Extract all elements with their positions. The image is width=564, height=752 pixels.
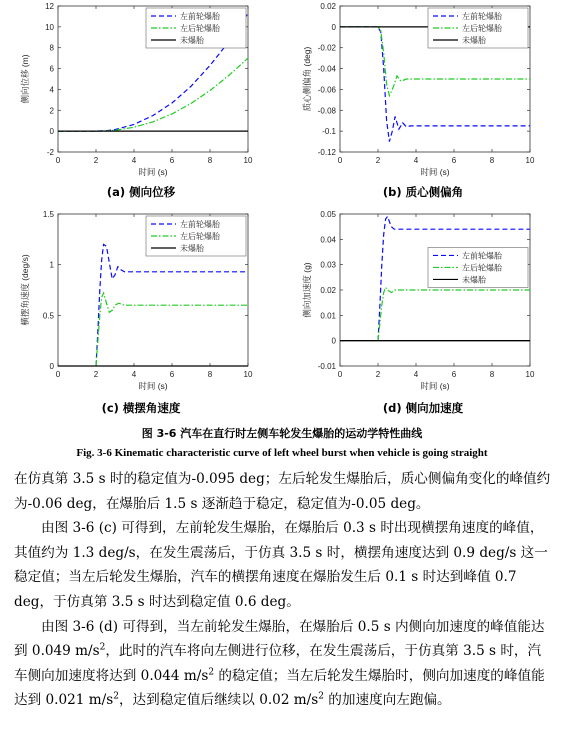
y-tick-label: 1.5 [42, 210, 54, 219]
superscript: 2 [208, 667, 215, 678]
legend-label: 左后轮爆胎 [462, 24, 502, 33]
x-tick-label: 4 [413, 370, 419, 379]
x-tick-label: 6 [169, 370, 175, 379]
x-axis-label: 时间 (s) [138, 381, 168, 391]
paragraph-1: 在仿真第 3.5 s 时的稳定值为-0.095 deg；左后轮发生爆胎后，质心侧偏角变化的峰值约为-0.06 deg，在爆胎后 1.5 s 逐渐趋于稳定，稳定值为-0.05 deg。 [14, 471, 551, 512]
body-text [14, 467, 554, 713]
y-tick-label: 10 [45, 22, 54, 32]
legend-label: 左前轮爆胎 [180, 220, 220, 229]
y-axis-label: 质心侧偏角 (deg) [302, 46, 312, 112]
superscript: 2 [318, 691, 324, 702]
x-tick-label: 10 [525, 156, 535, 165]
y-axis-label: 侧向加速度 (g) [302, 262, 312, 318]
legend-label: 左前轮爆胎 [180, 12, 220, 21]
x-axis-label: 时间 (s) [138, 167, 168, 177]
y-tick-label: -2 [46, 148, 54, 157]
y-tick-label: 8 [49, 43, 54, 53]
paragraph-3-part-b: ，此时的汽车将向左侧进行位移，在发生震荡后，于仿真第 3.5 s 时，汽车侧向加速度将达到 0.044 m/s [14, 643, 542, 684]
figure-caption-en: Fig. 3-6 Kinematic characteristic curve of left wheel burst when vehicle is going straight [76, 447, 488, 459]
x-tick-label: 8 [489, 370, 495, 379]
y-tick-label: 0 [49, 127, 54, 137]
x-axis-label: 时间 (s) [420, 381, 450, 391]
caption-b: (b) 质心侧偏角 [382, 185, 464, 199]
legend [146, 216, 246, 256]
y-tick-label: -0.08 [317, 106, 336, 116]
legend-label: 左后轮爆胎 [180, 24, 220, 33]
y-tick-label: 0.05 [320, 210, 336, 219]
x-tick-label: 4 [131, 156, 137, 165]
legend [428, 247, 528, 287]
legend-label: 未爆胎 [180, 36, 204, 45]
legend-label: 左前轮爆胎 [462, 12, 502, 21]
legend [428, 8, 528, 48]
chart-a [0, 0, 282, 182]
caption-a: (a) 侧向位移 [106, 185, 176, 199]
x-tick-label: 2 [93, 370, 99, 379]
y-tick-label: 0.02 [320, 2, 336, 11]
x-tick-label: 4 [413, 156, 419, 165]
x-tick-label: 0 [55, 370, 61, 379]
x-tick-label: 6 [451, 370, 457, 379]
y-tick-label: 6 [49, 64, 54, 74]
x-tick-label: 10 [525, 370, 535, 379]
caption-c: (c) 横摆角速度 [101, 401, 181, 415]
legend-label: 未爆胎 [462, 275, 486, 285]
y-tick-label: 0 [331, 336, 336, 346]
x-tick-label: 8 [207, 370, 213, 379]
y-tick-label: 12 [45, 2, 54, 11]
chart-d [282, 208, 564, 396]
x-tick-label: 6 [169, 156, 175, 165]
legend-label: 未爆胎 [180, 244, 204, 253]
paragraph-3-part-c: 的稳定值；当左后轮发生爆胎时，侧向加速度的峰值能达到 0.021 m/s [14, 667, 545, 709]
x-tick-label: 10 [243, 370, 253, 379]
x-tick-label: 2 [375, 156, 381, 165]
y-tick-label: 1 [49, 260, 54, 270]
x-axis-label: 时间 (s) [420, 167, 450, 177]
x-tick-label: 2 [93, 156, 99, 165]
legend-label: 左后轮爆胎 [180, 232, 220, 241]
superscript: 2 [113, 691, 119, 702]
legend-label: 未爆胎 [462, 36, 486, 45]
x-tick-label: 4 [131, 370, 137, 379]
paragraph-3-part-e: 的加速度向左跑偏。 [323, 692, 451, 709]
x-tick-label: 8 [207, 156, 213, 165]
paragraph-3-part-d: ，达到稳定值后继续以 0.02 m/s [118, 692, 319, 709]
figure-caption-zh: 图 3-6 汽车在直行时左侧车轮发生爆胎的运动学特性曲线 [141, 427, 423, 440]
y-tick-label: -0.06 [317, 85, 336, 95]
y-tick-label: 0.02 [320, 286, 336, 295]
paragraph-3 [14, 615, 554, 713]
y-tick-label: 0 [49, 362, 54, 371]
legend-label: 左后轮爆胎 [462, 263, 502, 273]
superscript: 2 [99, 642, 106, 653]
y-tick-label: -0.04 [317, 64, 336, 74]
y-axis-label: 横摆角速度 (deg/s) [20, 254, 30, 326]
x-tick-label: 8 [489, 156, 495, 165]
x-tick-label: 10 [243, 156, 253, 165]
chart-c [0, 208, 282, 396]
y-tick-label: 0.5 [42, 311, 54, 321]
x-tick-label: 0 [337, 156, 343, 165]
y-tick-label: 0.01 [320, 311, 336, 321]
y-tick-label: 4 [49, 85, 54, 95]
y-tick-label: 0.03 [320, 260, 336, 270]
legend [146, 8, 246, 48]
x-tick-label: 2 [375, 370, 381, 379]
x-tick-label: 6 [451, 156, 457, 165]
x-tick-label: 0 [337, 370, 343, 379]
y-tick-label: 2 [49, 106, 54, 116]
y-tick-label: -0.1 [322, 127, 336, 137]
paragraph-3-part-a: 由图 3-6 (d) 可得到，当左前轮发生爆胎，在爆胎后 0.5 s 内侧向加速度的峰值能达到 0.049 m/s [14, 618, 545, 660]
caption-d: (d) 侧向加速度 [382, 401, 464, 415]
y-axis-label: 侧向位移 (m) [20, 54, 30, 104]
y-tick-label: -0.02 [317, 43, 336, 53]
x-tick-label: 0 [55, 156, 61, 165]
paragraph-2: 由图 3-6 (c) 可得到，左前轮发生爆胎，在爆胎后 0.3 s 时出现横摆角速度的峰值，其值约为 1.3 deg/s，在发生震荡后，于仿真 3.5 s 时，横摆角速度达到 0.9 deg/s 这一稳定值；当左后轮发生爆胎，汽车的横摆角速度在爆胎发生后 0.1 s 时达到峰值 0.7 deg，于仿真第 3.5 s 时达到稳定值 0.6 deg。 [14, 520, 548, 610]
y-tick-label: -0.12 [317, 148, 336, 157]
y-tick-label: 0.04 [320, 235, 336, 245]
chart-b [282, 0, 564, 182]
legend-label: 左前轮爆胎 [462, 251, 502, 261]
y-tick-label: -0.01 [317, 362, 336, 371]
y-tick-label: 0 [331, 22, 336, 32]
